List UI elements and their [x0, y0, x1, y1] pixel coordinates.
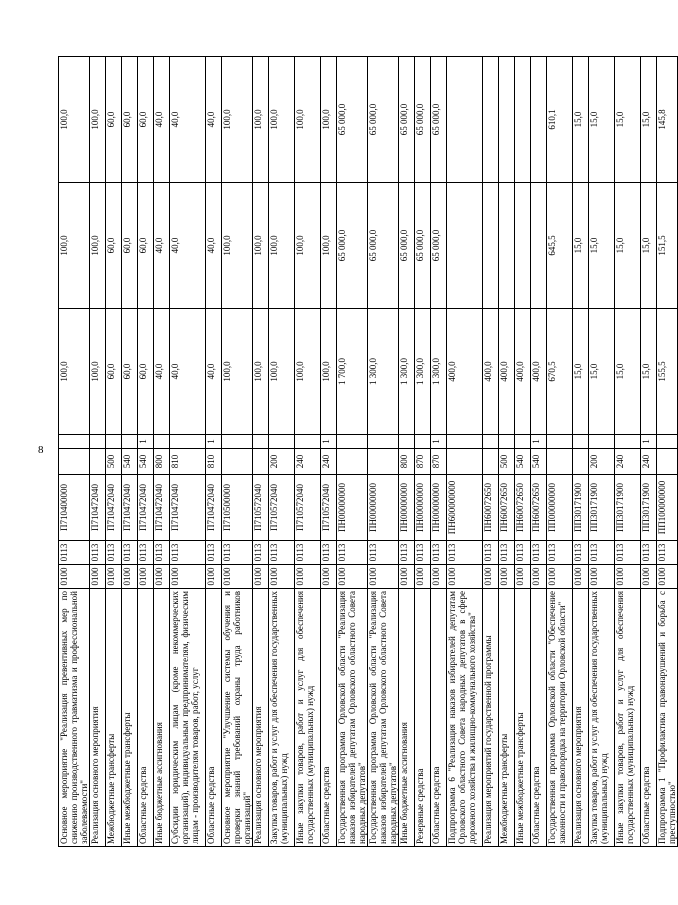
subsection-code: 0113 — [295, 541, 321, 565]
row-name: Межбюджетные трансферты — [499, 589, 515, 847]
amount-year-1: 40,0 — [154, 309, 170, 435]
target-article-code: П710572040 — [253, 475, 269, 541]
subsection-code: 0113 — [657, 541, 678, 565]
source-code — [106, 435, 122, 449]
expense-type-code — [447, 449, 483, 475]
row-name: Закупка товаров, работ и услуг для обеспечения государственных (муниципальных) нужд — [589, 589, 615, 847]
amount-year-2: 645,5 — [547, 183, 573, 309]
amount-year-2: 100,0 — [90, 183, 106, 309]
section-code: 0100 — [253, 565, 269, 589]
amount-year-2: 40,0 — [154, 183, 170, 309]
amount-year-2: 151,5 — [657, 183, 678, 309]
rotated-page-content — [58, 57, 677, 847]
amount-year-2: 65 000,0 — [431, 183, 447, 309]
row-name: Иные закупки товаров, работ и услуг для обеспечения государственных (муниципальных) нужд — [615, 589, 641, 847]
amount-year-3: 60,0 — [106, 57, 122, 183]
amount-year-2: 100,0 — [253, 183, 269, 309]
section-code: 0100 — [122, 565, 138, 589]
table-row — [253, 57, 269, 847]
row-name: Областные средства — [431, 589, 447, 847]
amount-year-2 — [483, 183, 499, 309]
row-name: Реализация мероприятий государственной программы — [483, 589, 499, 847]
subsection-code: 0113 — [547, 541, 573, 565]
source-code — [368, 435, 399, 449]
amount-year-2: 100,0 — [222, 183, 253, 309]
target-article-code: П710400000 — [59, 475, 90, 541]
section-code: 0100 — [515, 565, 531, 589]
subsection-code: 0113 — [206, 541, 222, 565]
amount-year-2: 100,0 — [269, 183, 295, 309]
expense-type-code: 810 — [206, 449, 222, 475]
amount-year-3: 15,0 — [573, 57, 589, 183]
source-code — [615, 435, 641, 449]
table-row — [515, 57, 531, 847]
subsection-code: 0113 — [573, 541, 589, 565]
amount-year-1: 100,0 — [253, 309, 269, 435]
expense-type-code: 540 — [515, 449, 531, 475]
target-article-code: П710472040 — [106, 475, 122, 541]
table-row — [206, 57, 222, 847]
row-name: Реализация основного мероприятия — [573, 589, 589, 847]
table-row — [657, 57, 678, 847]
amount-year-3 — [499, 57, 515, 183]
section-code: 0100 — [170, 565, 206, 589]
section-code: 0100 — [415, 565, 431, 589]
amount-year-1: 1 300,0 — [399, 309, 415, 435]
amount-year-2: 15,0 — [573, 183, 589, 309]
amount-year-2: 60,0 — [122, 183, 138, 309]
subsection-code: 0113 — [515, 541, 531, 565]
expense-type-code — [483, 449, 499, 475]
target-article-code: П710472040 — [154, 475, 170, 541]
expense-type-code — [368, 449, 399, 475]
amount-year-1: 40,0 — [170, 309, 206, 435]
amount-year-3: 15,0 — [615, 57, 641, 183]
row-name: Государственная программа Орловской области "Реализация наказов избирателей депутатам Орловского областного Совета народных депутатов" — [368, 589, 399, 847]
row-name: Иные бюджетные ассигнования — [399, 589, 415, 847]
expense-type-code: 200 — [269, 449, 295, 475]
target-article-code: ПН00000000 — [368, 475, 399, 541]
source-code — [222, 435, 253, 449]
subsection-code: 0113 — [431, 541, 447, 565]
subsection-code: 0113 — [615, 541, 641, 565]
source-code — [90, 435, 106, 449]
subsection-code: 0113 — [106, 541, 122, 565]
section-code: 0100 — [138, 565, 154, 589]
table-row — [368, 57, 399, 847]
expense-type-code: 200 — [589, 449, 615, 475]
amount-year-3: 65 000,0 — [337, 57, 368, 183]
amount-year-1: 60,0 — [122, 309, 138, 435]
amount-year-1: 15,0 — [589, 309, 615, 435]
amount-year-2: 100,0 — [321, 183, 337, 309]
row-name: Основное мероприятие "Реализация превентивных мер по снижению производственного травматизма и профессиональной заболеваемости" — [59, 589, 90, 847]
amount-year-2 — [447, 183, 483, 309]
expense-type-code: 870 — [431, 449, 447, 475]
amount-year-3: 100,0 — [90, 57, 106, 183]
table-row — [154, 57, 170, 847]
target-article-code: ПН00000000 — [399, 475, 415, 541]
table-row — [589, 57, 615, 847]
amount-year-3: 40,0 — [154, 57, 170, 183]
table-row — [547, 57, 573, 847]
amount-year-3 — [483, 57, 499, 183]
table-row — [641, 57, 657, 847]
source-code — [573, 435, 589, 449]
expense-type-code — [90, 449, 106, 475]
target-article-code: П710472040 — [206, 475, 222, 541]
amount-year-2: 65 000,0 — [337, 183, 368, 309]
row-name: Иные межбюджетные трансферты — [515, 589, 531, 847]
amount-year-1: 60,0 — [138, 309, 154, 435]
amount-year-2: 100,0 — [59, 183, 90, 309]
table-row — [138, 57, 154, 847]
table-row — [90, 57, 106, 847]
source-code: 1 — [206, 435, 222, 449]
amount-year-1: 670,5 — [547, 309, 573, 435]
expense-type-code — [59, 449, 90, 475]
row-name: Иные бюджетные ассигнования — [154, 589, 170, 847]
amount-year-2 — [531, 183, 547, 309]
amount-year-3: 60,0 — [138, 57, 154, 183]
subsection-code: 0113 — [415, 541, 431, 565]
table-row — [59, 57, 90, 847]
amount-year-3: 100,0 — [269, 57, 295, 183]
page-number: 8 — [38, 444, 44, 456]
table-row — [415, 57, 431, 847]
section-code: 0100 — [106, 565, 122, 589]
target-article-code: ПН00000000 — [415, 475, 431, 541]
amount-year-1: 1 700,0 — [337, 309, 368, 435]
row-name: Основное мероприятие "Улучшение системы обучения и проверки знаний требований охраны труда работников организаций" — [222, 589, 253, 847]
expense-type-code: 810 — [170, 449, 206, 475]
amount-year-1: 400,0 — [531, 309, 547, 435]
source-code — [589, 435, 615, 449]
amount-year-3: 100,0 — [222, 57, 253, 183]
subsection-code: 0113 — [337, 541, 368, 565]
amount-year-2: 65 000,0 — [368, 183, 399, 309]
table-row — [531, 57, 547, 847]
section-code: 0100 — [269, 565, 295, 589]
source-code — [499, 435, 515, 449]
table-row — [122, 57, 138, 847]
table-row — [295, 57, 321, 847]
row-name: Подпрограмма 6 "Реализация наказов избирателей депутатам Орловского областного Совета народных депутатов в сфере дорожного хозяйства и жилищно-коммунального хозяйства" — [447, 589, 483, 847]
section-code: 0100 — [447, 565, 483, 589]
row-name: Иные закупки товаров, работ и услуг для обеспечения государственных (муниципальных) нужд — [295, 589, 321, 847]
amount-year-2: 15,0 — [615, 183, 641, 309]
source-code — [154, 435, 170, 449]
target-article-code: ПП100000000 — [657, 475, 678, 541]
amount-year-3: 145,8 — [657, 57, 678, 183]
section-code: 0100 — [547, 565, 573, 589]
section-code: 0100 — [431, 565, 447, 589]
row-name: Областные средства — [641, 589, 657, 847]
source-code — [447, 435, 483, 449]
expense-type-code: 870 — [415, 449, 431, 475]
amount-year-2: 65 000,0 — [415, 183, 431, 309]
amount-year-3: 65 000,0 — [368, 57, 399, 183]
expense-type-code: 540 — [122, 449, 138, 475]
target-article-code: ПН60072650 — [499, 475, 515, 541]
budget-table — [58, 56, 678, 847]
row-name: Областные средства — [138, 589, 154, 847]
subsection-code: 0113 — [138, 541, 154, 565]
source-code — [515, 435, 531, 449]
target-article-code: ПП30171900 — [615, 475, 641, 541]
amount-year-1: 400,0 — [483, 309, 499, 435]
amount-year-3: 65 000,0 — [415, 57, 431, 183]
target-article-code: ПП30171900 — [641, 475, 657, 541]
amount-year-2: 40,0 — [170, 183, 206, 309]
subsection-code: 0113 — [59, 541, 90, 565]
amount-year-1: 1 300,0 — [415, 309, 431, 435]
section-code: 0100 — [499, 565, 515, 589]
target-article-code: ПН00000000 — [337, 475, 368, 541]
row-name: Государственная программа Орловской области "Обеспечение законности и правопорядка на территории Орловской области" — [547, 589, 573, 847]
section-code: 0100 — [573, 565, 589, 589]
amount-year-2: 15,0 — [589, 183, 615, 309]
expense-type-code: 240 — [615, 449, 641, 475]
subsection-code: 0113 — [531, 541, 547, 565]
target-article-code: ПН60072650 — [515, 475, 531, 541]
source-code — [547, 435, 573, 449]
section-code: 0100 — [615, 565, 641, 589]
expense-type-code — [222, 449, 253, 475]
amount-year-3: 40,0 — [170, 57, 206, 183]
expense-type-code: 800 — [399, 449, 415, 475]
amount-year-3 — [515, 57, 531, 183]
amount-year-1: 400,0 — [515, 309, 531, 435]
amount-year-1: 100,0 — [269, 309, 295, 435]
source-code: 1 — [138, 435, 154, 449]
source-code: 1 — [531, 435, 547, 449]
table-row — [321, 57, 337, 847]
amount-year-1: 40,0 — [206, 309, 222, 435]
row-name: Закупка товаров, работ и услуг для обеспечения государственных (муниципальных) нужд — [269, 589, 295, 847]
row-name: Субсидии юридическим лицам (кроме некоммерческих организаций), индивидуальным предпринимателям, физическим лицам - производителям товаров, работ, услуг — [170, 589, 206, 847]
expense-type-code: 500 — [499, 449, 515, 475]
expense-type-code — [657, 449, 678, 475]
subsection-code: 0113 — [641, 541, 657, 565]
section-code: 0100 — [337, 565, 368, 589]
target-article-code: ПП30171900 — [573, 475, 589, 541]
table-row — [615, 57, 641, 847]
amount-year-3: 65 000,0 — [399, 57, 415, 183]
target-article-code: ПН60072650 — [531, 475, 547, 541]
target-article-code: П710472040 — [138, 475, 154, 541]
expense-type-code: 540 — [531, 449, 547, 475]
source-code: 1 — [321, 435, 337, 449]
subsection-code: 0113 — [154, 541, 170, 565]
amount-year-1: 100,0 — [90, 309, 106, 435]
table-row — [269, 57, 295, 847]
target-article-code: П710572040 — [321, 475, 337, 541]
amount-year-1: 100,0 — [59, 309, 90, 435]
source-code — [337, 435, 368, 449]
source-code — [170, 435, 206, 449]
subsection-code: 0113 — [447, 541, 483, 565]
amount-year-3: 65 000,0 — [431, 57, 447, 183]
amount-year-1: 1 300,0 — [431, 309, 447, 435]
source-code — [269, 435, 295, 449]
expense-type-code — [573, 449, 589, 475]
expense-type-code: 240 — [641, 449, 657, 475]
amount-year-3: 15,0 — [641, 57, 657, 183]
amount-year-1: 1 300,0 — [368, 309, 399, 435]
source-code: 1 — [431, 435, 447, 449]
section-code: 0100 — [399, 565, 415, 589]
table-row — [399, 57, 415, 847]
row-name: Областные средства — [531, 589, 547, 847]
row-name: Реализация основного мероприятия — [90, 589, 106, 847]
row-name: Областные средства — [321, 589, 337, 847]
subsection-code: 0113 — [122, 541, 138, 565]
target-article-code: П710472040 — [122, 475, 138, 541]
expense-type-code: 240 — [295, 449, 321, 475]
source-code — [122, 435, 138, 449]
amount-year-2: 65 000,0 — [399, 183, 415, 309]
target-article-code: ПН600000000 — [447, 475, 483, 541]
expense-type-code — [547, 449, 573, 475]
source-code — [59, 435, 90, 449]
source-code — [295, 435, 321, 449]
target-article-code: П710472040 — [170, 475, 206, 541]
row-name: Областные средства — [206, 589, 222, 847]
subsection-code: 0113 — [499, 541, 515, 565]
amount-year-1: 400,0 — [499, 309, 515, 435]
target-article-code: П710572040 — [295, 475, 321, 541]
section-code: 0100 — [295, 565, 321, 589]
subsection-code: 0113 — [321, 541, 337, 565]
table-row — [431, 57, 447, 847]
target-article-code: ПН00000000 — [431, 475, 447, 541]
target-article-code: П710500000 — [222, 475, 253, 541]
amount-year-1: 15,0 — [615, 309, 641, 435]
amount-year-3: 100,0 — [253, 57, 269, 183]
expense-type-code: 800 — [154, 449, 170, 475]
amount-year-3: 15,0 — [589, 57, 615, 183]
amount-year-1: 100,0 — [321, 309, 337, 435]
table-row — [483, 57, 499, 847]
amount-year-3: 610,1 — [547, 57, 573, 183]
section-code: 0100 — [222, 565, 253, 589]
amount-year-1: 100,0 — [295, 309, 321, 435]
amount-year-3: 60,0 — [122, 57, 138, 183]
amount-year-2: 100,0 — [295, 183, 321, 309]
section-code: 0100 — [641, 565, 657, 589]
section-code: 0100 — [531, 565, 547, 589]
amount-year-2 — [499, 183, 515, 309]
subsection-code: 0113 — [483, 541, 499, 565]
section-code: 0100 — [589, 565, 615, 589]
subsection-code: 0113 — [589, 541, 615, 565]
source-code — [657, 435, 678, 449]
section-code: 0100 — [321, 565, 337, 589]
table-row — [499, 57, 515, 847]
expense-type-code: 540 — [138, 449, 154, 475]
row-name: Резервные средства — [415, 589, 431, 847]
target-article-code: ПП00000000 — [547, 475, 573, 541]
amount-year-3: 100,0 — [295, 57, 321, 183]
source-code — [415, 435, 431, 449]
section-code: 0100 — [483, 565, 499, 589]
section-code: 0100 — [206, 565, 222, 589]
amount-year-1: 15,0 — [641, 309, 657, 435]
amount-year-2: 60,0 — [138, 183, 154, 309]
subsection-code: 0113 — [170, 541, 206, 565]
row-name: Государственная программа Орловской области "Реализация наказов избирателей депутатам Орловского областного Совета народных депутатов" — [337, 589, 368, 847]
amount-year-1: 400,0 — [447, 309, 483, 435]
amount-year-2: 60,0 — [106, 183, 122, 309]
budget-table-body — [59, 57, 678, 847]
source-code — [399, 435, 415, 449]
source-code: 1 — [641, 435, 657, 449]
amount-year-3: 100,0 — [59, 57, 90, 183]
subsection-code: 0113 — [253, 541, 269, 565]
row-name: Подпрограмма 1 "Профилактика правонарушений и борьба с преступностью" — [657, 589, 678, 847]
subsection-code: 0113 — [222, 541, 253, 565]
amount-year-2 — [515, 183, 531, 309]
section-code: 0100 — [657, 565, 678, 589]
section-code: 0100 — [368, 565, 399, 589]
table-row — [573, 57, 589, 847]
amount-year-3: 100,0 — [321, 57, 337, 183]
expense-type-code: 500 — [106, 449, 122, 475]
subsection-code: 0113 — [90, 541, 106, 565]
amount-year-2: 15,0 — [641, 183, 657, 309]
expense-type-code — [253, 449, 269, 475]
amount-year-3 — [447, 57, 483, 183]
table-row — [170, 57, 206, 847]
expense-type-code: 240 — [321, 449, 337, 475]
subsection-code: 0113 — [269, 541, 295, 565]
table-row — [337, 57, 368, 847]
table-row — [222, 57, 253, 847]
amount-year-1: 100,0 — [222, 309, 253, 435]
row-name: Реализация основного мероприятия — [253, 589, 269, 847]
source-code — [253, 435, 269, 449]
target-article-code: П710472040 — [90, 475, 106, 541]
section-code: 0100 — [90, 565, 106, 589]
table-row — [447, 57, 483, 847]
amount-year-3: 40,0 — [206, 57, 222, 183]
amount-year-1: 60,0 — [106, 309, 122, 435]
subsection-code: 0113 — [368, 541, 399, 565]
target-article-code: ПН60072650 — [483, 475, 499, 541]
row-name: Иные межбюджетные трансферты — [122, 589, 138, 847]
amount-year-2: 40,0 — [206, 183, 222, 309]
row-name: Межбюджетные трансферты — [106, 589, 122, 847]
source-code — [483, 435, 499, 449]
target-article-code: П710572040 — [269, 475, 295, 541]
table-row — [106, 57, 122, 847]
section-code: 0100 — [59, 565, 90, 589]
target-article-code: ПП30171900 — [589, 475, 615, 541]
section-code: 0100 — [154, 565, 170, 589]
amount-year-3 — [531, 57, 547, 183]
amount-year-1: 155,5 — [657, 309, 678, 435]
amount-year-1: 15,0 — [573, 309, 589, 435]
subsection-code: 0113 — [399, 541, 415, 565]
expense-type-code — [337, 449, 368, 475]
